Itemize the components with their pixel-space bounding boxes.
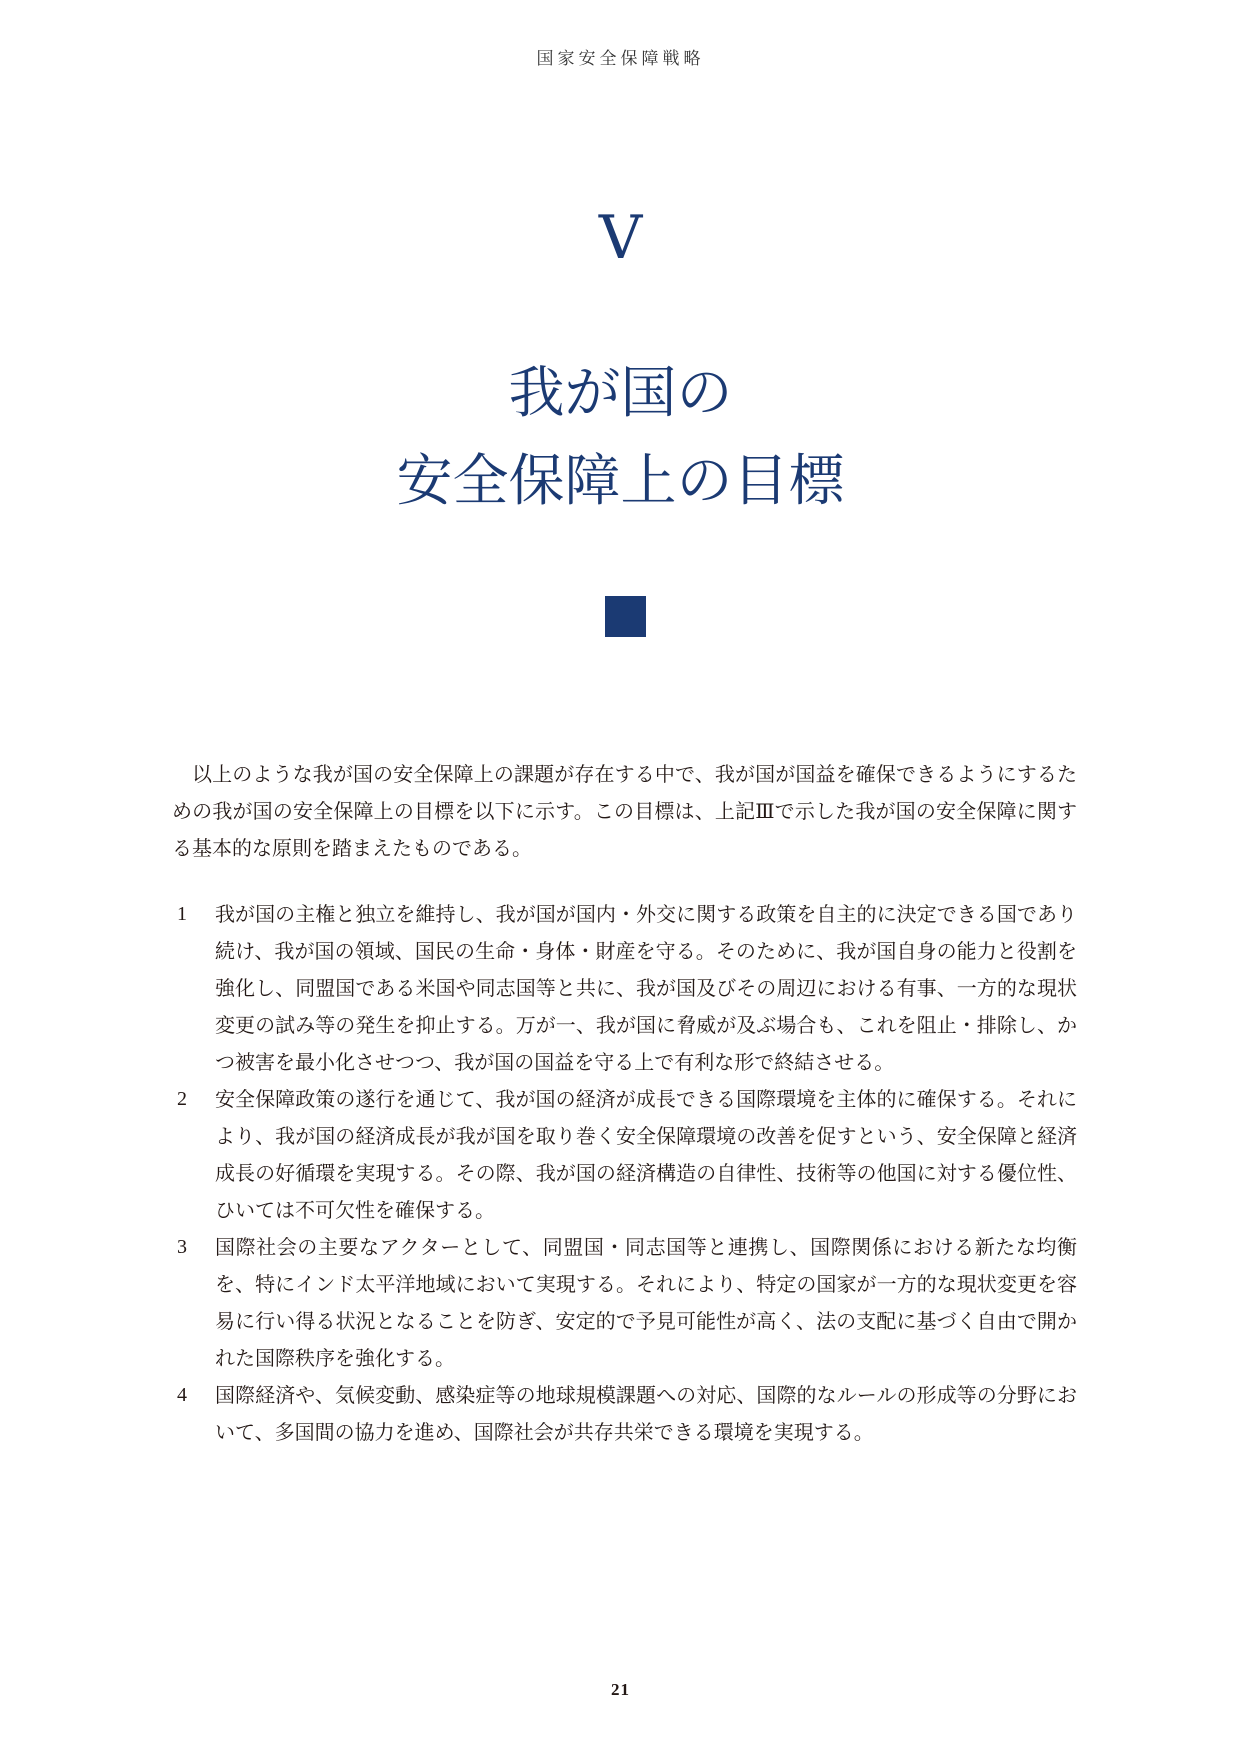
goal-item bbox=[172, 1081, 1077, 1229]
chapter-title bbox=[0, 350, 1241, 526]
goal-number: 1 bbox=[177, 903, 187, 925]
goal-item bbox=[172, 896, 1077, 1081]
page-number: 21 bbox=[611, 1680, 630, 1699]
goal-text: 国際社会の主要なアクターとして、同盟国・同志国等と連携し、国際関係における新たな均衡を、特にインド太平洋地域において実現する。それにより、特定の国家が一方的な現状変更を容易に行い得る状況となることを防ぎ、安定的で予見可能性が高く、法の支配に基づく自由で開かれた国際秩序を強化する。 bbox=[215, 1235, 1077, 1370]
goal-item bbox=[172, 1377, 1077, 1451]
goal-number: 4 bbox=[177, 1384, 187, 1406]
goal-list bbox=[172, 896, 1077, 1451]
goal-number: 2 bbox=[177, 1088, 187, 1110]
chapter-title-line-2: 安全保障上の目標 bbox=[396, 449, 845, 514]
running-header: 国家安全保障戦略 bbox=[536, 49, 705, 69]
intro-paragraph: 以上のような我が国の安全保障上の課題が存在する中で、我が国が国益を確保できるようにするための我が国の安全保障上の目標を以下に示す。この目標は、上記Ⅲで示した我が国の安全保障に関する基本的な原則を踏まえたものである。 bbox=[172, 762, 1077, 860]
goal-number: 3 bbox=[177, 1236, 187, 1258]
goal-item bbox=[172, 1229, 1077, 1377]
chapter-title-line-1: 我が国の bbox=[508, 361, 733, 426]
goal-text: 国際経済や、気候変動、感染症等の地球規模課題への対応、国際的なルールの形成等の分野において、多国間の協力を進め、国際社会が共存共栄できる環境を実現する。 bbox=[215, 1383, 1077, 1444]
decorative-square bbox=[605, 596, 646, 637]
chapter-numeral: Ⅴ bbox=[598, 205, 643, 271]
goal-text: 我が国の主権と独立を維持し、我が国が国内・外交に関する政策を自主的に決定できる国であり続け、我が国の領域、国民の生命・身体・財産を守る。そのために、我が国自身の能力と役割を強化し、同盟国である米国や同志国等と共に、我が国及びその周辺における有事、一方的な現状変更の試み等の発生を抑止する。万が一、我が国に脅威が及ぶ場合も、これを阻止・排除し、かつ被害を最小化させつつ、我が国の国益を守る上で有利な形で終結させる。 bbox=[215, 902, 1077, 1074]
goal-text: 安全保障政策の遂行を通じて、我が国の経済が成長できる国際環境を主体的に確保する。それにより、我が国の経済成長が我が国を取り巻く安全保障環境の改善を促すという、安全保障と経済成長の好循環を実現する。その際、我が国の経済構造の自律性、技術等の他国に対する優位性、ひいては不可欠性を確保する。 bbox=[215, 1087, 1077, 1222]
